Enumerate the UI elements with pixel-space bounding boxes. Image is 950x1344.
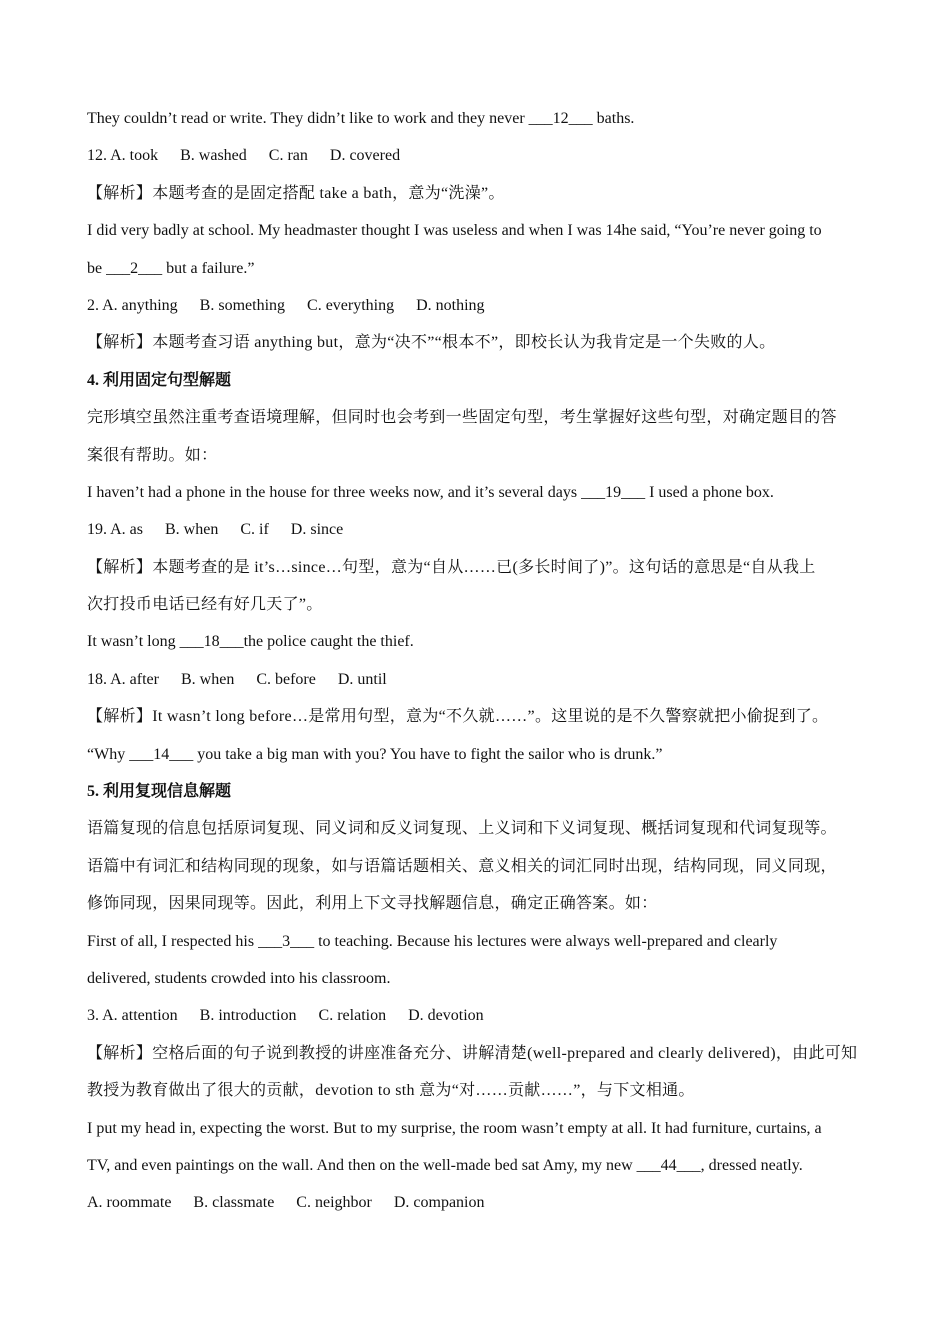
answer-option: C. before [256,670,316,688]
passage-text-line: I haven’t had a phone in the house for three weeks now, and it’s several days ___19___ I used a phone box. [87,483,774,501]
analysis-text-line: 【解析】本题考查的是 it’s…since…句型，意为“自从……已(多长时间了)”。这句话的意思是“自从我上 [87,558,816,576]
answer-option: 19. A. as [87,521,143,539]
answer-options-line [87,511,877,548]
answer-option: D. covered [329,147,401,165]
answer-options-line [87,137,877,174]
analysis-text-line: 语篇中有词汇和结构同现的现象，如与语篇话题相关、意义相关的词汇同时出现，结构同现，同义同现， [87,857,837,875]
passage-text-line: I put my head in, expecting the worst. But to my surprise, the room wasn’t empty at all. It had furniture, curtains, a [87,1119,822,1137]
passage-text-line: delivered, students crowded into his classroom. [87,969,391,987]
answer-option: C. if [240,521,269,539]
analysis-text-line: 【解析】本题考查的是固定搭配 take a bath，意为“洗澡”。 [87,184,505,202]
answer-option: C. neighbor [296,1194,372,1212]
document-body [87,100,877,1222]
answer-option: 3. A. attention [87,1007,178,1025]
answer-option: B. classmate [193,1194,275,1212]
answer-option: B. washed [180,147,247,165]
answer-option: D. companion [393,1194,485,1212]
section-heading: 5. 利用复现信息解题 [87,783,232,801]
answer-option: B. when [165,521,219,539]
analysis-text-line: 【解析】空格后面的句子说到教授的讲座准备充分、讲解清楚(well-prepared and clearly delivered)，由此可知 [87,1044,858,1062]
answer-option: 2. A. anything [87,296,178,314]
answer-option: D. since [290,521,344,539]
answer-option: 18. A. after [87,670,159,688]
answer-options-line [87,287,877,324]
passage-text-line: “Why ___14___ you take a big man with you? You have to fight the sailor who is drunk.” [87,745,663,763]
answer-option: B. when [180,670,235,688]
answer-option: D. devotion [408,1007,484,1025]
answer-option: D. until [337,670,387,688]
passage-text-line: They couldn’t read or write. They didn’t like to work and they never ___12___ baths. [87,110,635,127]
passage-text-line: I did very badly at school. My headmaster thought I was useless and when I was 14he said, “You’re never going to [87,222,822,240]
answer-option: A. roommate [87,1194,172,1212]
analysis-text-line: 【解析】It wasn’t long before…是常用句型，意为“不久就……”。这里说的是不久警察就把小偷捉到了。 [87,708,829,726]
answer-options-line [87,1184,877,1221]
answer-option: C. everything [307,296,395,314]
analysis-text-line: 次打投币电话已经有好几天了”。 [87,596,323,614]
analysis-text-line: 语篇复现的信息包括原词复现、同义词和反义词复现、上义词和下义词复现、概括词复现和代词复现等。 [87,820,837,838]
answer-options-line [87,661,877,698]
analysis-text-line: 完形填空虽然注重考查语境理解，但同时也会考到一些固定句型，考生掌握好这些句型，对确定题目的答 [87,409,837,427]
answer-option: B. introduction [199,1007,297,1025]
answer-option: 12. A. took [87,147,159,165]
section-heading: 4. 利用固定句型解题 [87,371,232,389]
answer-option: C. relation [318,1007,387,1025]
passage-text-line: TV, and even paintings on the wall. And then on the well-made bed sat Amy, my new ___44___, dressed neatly. [87,1156,803,1174]
passage-text-line: First of all, I respected his ___3___ to teaching. Because his lectures were always well-prepared and clearly [87,932,778,950]
answer-option: D. nothing [416,296,485,314]
passage-text-line: be ___2___ but a failure.” [87,259,255,277]
answer-options-line [87,997,877,1034]
answer-option: B. something [199,296,286,314]
answer-option: C. ran [268,147,308,165]
analysis-text-line: 案很有帮助。如： [87,446,218,464]
analysis-text-line: 【解析】本题考查习语 anything but，意为“决不”“根本不”，即校长认为我肯定是一个失败的人。 [87,334,776,352]
analysis-text-line: 修饰同现，因果同现等。因此，利用上下文寻找解题信息，确定正确答案。如： [87,895,658,913]
analysis-text-line: 教授为教育做出了很大的贡献，devotion to sth 意为“对……贡献……”，与下文相通。 [87,1082,695,1100]
passage-text-line: It wasn’t long ___18___the police caught the thief. [87,633,414,651]
